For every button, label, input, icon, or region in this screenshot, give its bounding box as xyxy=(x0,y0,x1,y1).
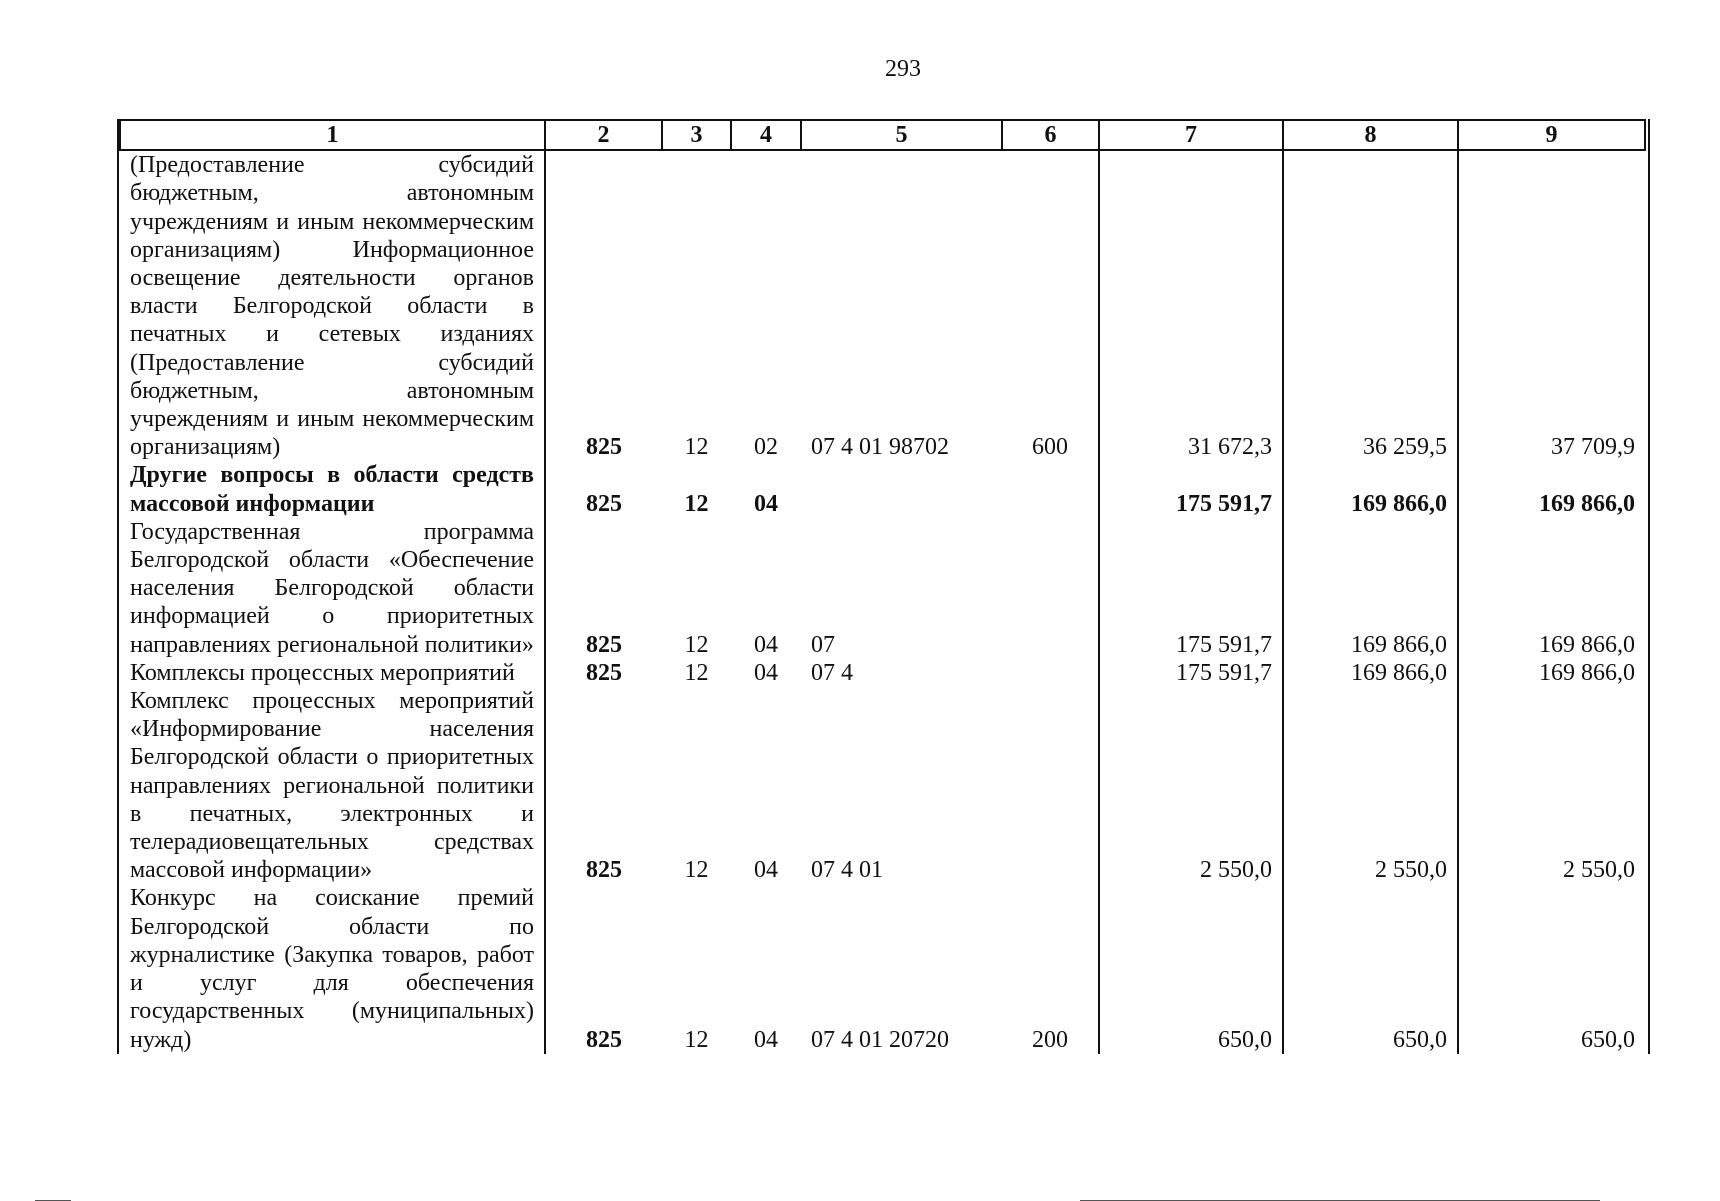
row-csr: 07 xyxy=(811,631,835,658)
row-ved: 825 xyxy=(586,490,622,517)
row-name: Комплексы процессных мероприятий xyxy=(120,659,545,687)
row-amount-year1: 650,0 xyxy=(1099,884,1283,1053)
row-ved: 825 xyxy=(586,434,622,461)
row-rz: 12 xyxy=(684,434,709,461)
row-pr: 04 xyxy=(754,631,778,658)
row-pr: 04 xyxy=(754,1026,778,1053)
row-amount-year2: 169 866,0 xyxy=(1283,659,1458,687)
row-amount-year3: 37 709,9 xyxy=(1551,434,1635,461)
column-header-8: 8 xyxy=(1283,120,1458,150)
page-number: 293 xyxy=(885,56,921,82)
row-vr xyxy=(1002,659,1099,687)
row-vr: 600 xyxy=(1002,150,1099,461)
row-amount-year2: 169 866,0 xyxy=(1283,518,1458,659)
row-amount-year2: 2 550,0 xyxy=(1283,687,1458,884)
column-header-2: 2 xyxy=(545,120,662,150)
table-row xyxy=(120,687,1645,884)
row-pr: 04 xyxy=(754,659,778,686)
column-header-7: 7 xyxy=(1099,120,1283,150)
row-ved: 825 xyxy=(586,659,622,686)
row-csr: 07 4 xyxy=(811,659,853,686)
row-csr: 07 4 01 98702 xyxy=(811,434,949,461)
row-amount-year1: 2 550,0 xyxy=(1099,687,1283,884)
column-header-9: 9 xyxy=(1458,120,1645,150)
row-amount-year3: 169 866,0 xyxy=(1539,490,1635,517)
row-pr: 04 xyxy=(754,490,778,517)
column-header-5: 5 xyxy=(801,120,1002,150)
row-csr: 07 4 01 20720 xyxy=(811,1026,949,1053)
column-header-1: 1 xyxy=(120,120,545,150)
row-amount-year1: 175 591,7 xyxy=(1099,518,1283,659)
column-header-6: 6 xyxy=(1002,120,1099,150)
row-ved: 825 xyxy=(586,631,622,658)
column-header-4: 4 xyxy=(731,120,801,150)
row-name: Конкурс на соискание премий Белгородской области по журналистике (Закупка товаров, работ и услуг для обеспечения государственных (муниципальных) нужд) xyxy=(120,884,545,1053)
row-vr: 200 xyxy=(1002,884,1099,1053)
table-row xyxy=(120,884,1645,1053)
row-amount-year1: 175 591,7 xyxy=(1099,461,1283,517)
row-name: (Предоставление субсидий бюджетным, автономным учреждениям и иным некоммерческим организациям) Информационное освещение деятельности органов власти Белгородской области в печатных и сетевых изданиях (Предоставление субсидий бюджетным, автономным учреждениям и иным некоммерческим организациям) xyxy=(120,150,545,461)
row-csr: 07 4 01 xyxy=(811,857,883,884)
row-csr xyxy=(801,461,1002,517)
row-rz: 12 xyxy=(684,631,709,658)
row-ved: 825 xyxy=(586,857,622,884)
row-rz: 12 xyxy=(684,490,709,517)
column-header-3: 3 xyxy=(662,120,731,150)
row-pr: 02 xyxy=(754,434,778,461)
row-amount-year3: 650,0 xyxy=(1581,1026,1635,1053)
row-name: Государственная программа Белгородской области «Обеспечение населения Белгородской области информацией о приоритетных направлениях региональной политики» xyxy=(120,518,545,659)
budget-table-sheet xyxy=(117,119,1650,1054)
row-vr xyxy=(1002,461,1099,517)
row-vr xyxy=(1002,518,1099,659)
row-amount-year2: 36 259,5 xyxy=(1283,150,1458,461)
row-amount-year3: 2 550,0 xyxy=(1563,857,1635,884)
row-amount-year1: 31 672,3 xyxy=(1099,150,1283,461)
table-row xyxy=(120,150,1645,461)
row-amount-year2: 169 866,0 xyxy=(1283,461,1458,517)
table-row xyxy=(120,518,1645,659)
row-amount-year2: 650,0 xyxy=(1283,884,1458,1053)
row-amount-year3: 169 866,0 xyxy=(1539,631,1635,658)
row-pr: 04 xyxy=(754,857,778,884)
row-rz: 12 xyxy=(684,659,709,686)
budget-table xyxy=(119,119,1646,1054)
row-rz: 12 xyxy=(684,857,709,884)
table-header-row xyxy=(120,120,1645,150)
row-ved: 825 xyxy=(586,1026,622,1053)
row-rz: 12 xyxy=(684,1026,709,1053)
row-amount-year3: 169 866,0 xyxy=(1539,659,1635,686)
row-amount-year1: 175 591,7 xyxy=(1099,659,1283,687)
table-row xyxy=(120,461,1645,517)
row-name: Комплекс процессных мероприятий «Информирование населения Белгородской области о приоритетных направлениях региональной политики в печатных, электронных и телерадиовещательных средствах массовой информации» xyxy=(120,687,545,884)
row-name: Другие вопросы в области средств массовой информации xyxy=(120,461,545,517)
table-row xyxy=(120,659,1645,687)
row-vr xyxy=(1002,687,1099,884)
